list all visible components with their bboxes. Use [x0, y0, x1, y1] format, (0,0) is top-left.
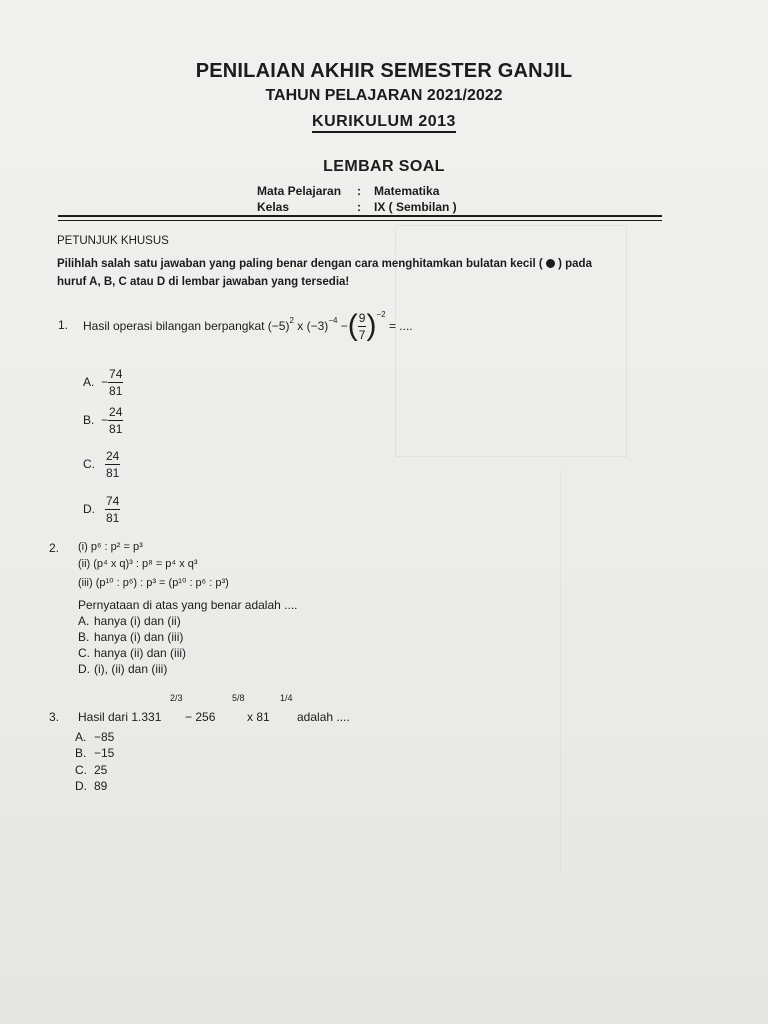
q3-option-d[interactable] [75, 779, 107, 793]
q1-times: x [297, 319, 304, 333]
q1-base-a: (−5) [267, 319, 290, 333]
curriculum-text: KURIKULUM 2013 [312, 113, 456, 133]
q2-option-a[interactable] [78, 614, 181, 628]
instructions-heading: PETUNJUK KHUSUS [57, 235, 169, 247]
q1-option-c-den: 81 [106, 465, 120, 480]
sheet-title: LEMBAR SOAL [323, 158, 445, 175]
q2-option-d-letter: D. [78, 662, 90, 676]
q3-option-c-letter: C. [75, 763, 87, 777]
filled-circle-icon [546, 259, 555, 268]
q1-option-d-den: 81 [106, 510, 120, 525]
q1-option-b-sign: − [101, 413, 109, 427]
q1-exp-c: −2 [376, 310, 386, 319]
q1-number: 1. [58, 318, 69, 332]
q1-equals: = .... [388, 319, 413, 333]
q3-option-d-text: 89 [94, 779, 108, 793]
q3-mid-1: − 256 [185, 710, 216, 724]
q2-question: Pernyataan di atas yang benar adalah .... [78, 598, 298, 612]
subject-label: Mata Pelajaran [257, 184, 342, 198]
q2-option-b-text: hanya (i) dan (iii) [94, 630, 184, 644]
q1-paren-close: ) [366, 309, 377, 342]
q1-option-a-sign: − [101, 375, 109, 389]
class-colon: : [357, 200, 361, 214]
q3-option-a-letter: A. [75, 730, 87, 744]
class-label: Kelas [257, 200, 290, 214]
exam-title: PENILAIAN AKHIR SEMESTER GANJIL [195, 60, 573, 82]
q3-option-a-text: −85 [94, 730, 115, 744]
q1-option-b-num: 24 [109, 404, 123, 419]
q1-option-a-fraction [108, 368, 123, 397]
q1-option-c-letter: C. [83, 457, 95, 471]
q2-option-d[interactable] [78, 662, 167, 676]
q1-option-b-den: 81 [109, 421, 123, 436]
q2-option-b[interactable] [78, 630, 183, 644]
instructions-text-1-end: ) pada [558, 258, 592, 270]
q2-option-a-text: hanya (i) dan (ii) [94, 614, 181, 628]
q2-option-b-letter: B. [78, 630, 90, 644]
q1-frac-num: 9 [358, 310, 366, 325]
q2-statement-1: (i) p⁶ : p² = p³ [78, 541, 143, 553]
q1-option-c-num: 24 [106, 448, 120, 463]
q3-exp-1: 2/3 [170, 693, 183, 703]
q2-option-c-letter: C. [78, 646, 90, 660]
header-rule-thick [58, 215, 662, 217]
q1-option-a-num: 74 [109, 366, 123, 381]
academic-year: TAHUN PELAJARAN 2021/2022 [265, 87, 503, 104]
q1-option-b-fraction [108, 406, 123, 435]
q1-fraction [358, 312, 367, 341]
q2-number: 2. [49, 541, 60, 555]
header-rule-thin [58, 220, 662, 221]
q1-option-d[interactable] [83, 495, 120, 523]
q2-option-d-text: (i), (ii) dan (iii) [94, 662, 168, 676]
q3-mid-2: x 81 [247, 710, 270, 724]
curriculum-title [0, 113, 768, 131]
q1-paren-open: ( [347, 309, 358, 342]
q3-option-b[interactable] [75, 746, 114, 760]
q1-option-b-letter: B. [83, 413, 95, 427]
instructions-line-2: huruf A, B, C atau D di lembar jawaban yang tersedia! [57, 276, 350, 288]
q1-frac-den: 7 [358, 327, 366, 342]
q2-option-a-letter: A. [78, 614, 90, 628]
q1-option-a[interactable] [83, 368, 123, 396]
instructions-text-1: Pilihlah salah satu jawaban yang paling benar dengan cara menghitamkan bulatan kecil ( [57, 258, 543, 270]
q3-option-b-letter: B. [75, 746, 87, 760]
q1-exp-a: 2 [289, 316, 294, 325]
q3-prefix: Hasil dari 1.331 [78, 710, 162, 724]
q3-option-a[interactable] [75, 730, 114, 744]
q1-option-b[interactable] [83, 406, 123, 434]
instructions-line-1 [57, 257, 592, 271]
q1-option-d-num: 74 [106, 493, 120, 508]
q1-option-d-fraction [105, 495, 120, 524]
q3-suffix: adalah .... [297, 710, 350, 724]
bleed-through-margin [560, 470, 701, 870]
q1-base-b: (−3) [306, 319, 329, 333]
q1-stem [83, 304, 413, 348]
q1-option-c-fraction [105, 450, 120, 479]
q3-option-b-text: −15 [94, 746, 115, 760]
q1-option-c[interactable] [83, 450, 120, 478]
q3-option-c[interactable] [75, 763, 107, 777]
subject-colon: : [357, 184, 361, 198]
q3-option-d-letter: D. [75, 779, 87, 793]
q1-option-d-letter: D. [83, 502, 95, 516]
q3-number: 3. [49, 710, 60, 724]
q1-option-a-den: 81 [109, 383, 123, 398]
q3-exp-2: 5/8 [232, 693, 245, 703]
q2-option-c-text: hanya (ii) dan (iii) [94, 646, 187, 660]
q2-option-c[interactable] [78, 646, 186, 660]
q2-statement-3: (iii) (p¹⁰ : p⁶) : p³ = (p¹⁰ : p⁶ : p³) [78, 577, 229, 589]
q1-minus: − [340, 319, 348, 333]
q1-exp-b: −4 [328, 316, 338, 325]
q1-option-a-letter: A. [83, 375, 95, 389]
q3-option-c-text: 25 [94, 763, 108, 777]
subject-value: Matematika [374, 184, 440, 198]
class-value: IX ( Sembilan ) [374, 200, 457, 214]
q1-text: Hasil operasi bilangan berpangkat [83, 319, 265, 333]
q3-exp-3: 1/4 [280, 693, 293, 703]
q2-statement-2: (ii) (p⁴ x q)³ : p⁸ = p⁴ x q³ [78, 558, 198, 570]
